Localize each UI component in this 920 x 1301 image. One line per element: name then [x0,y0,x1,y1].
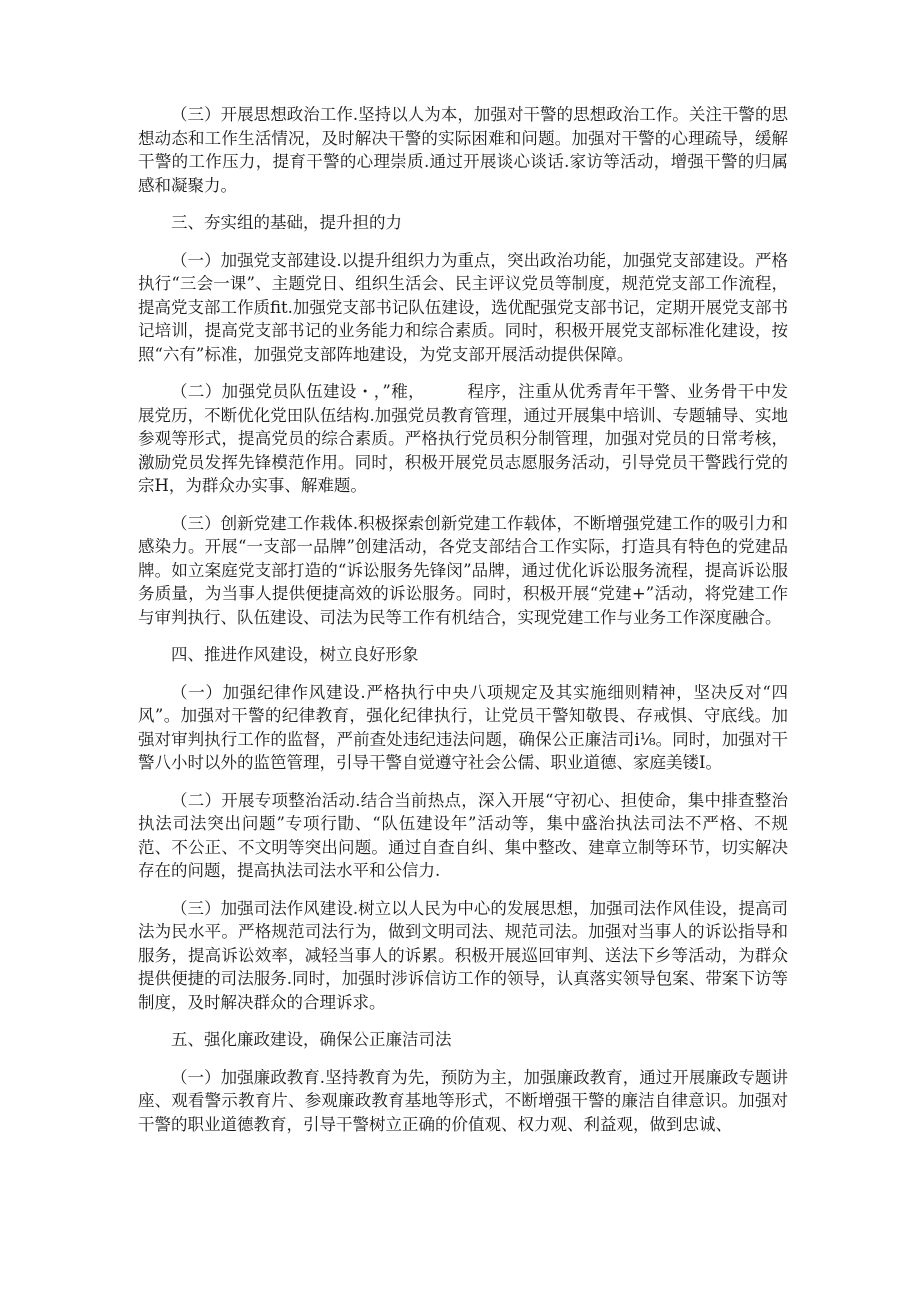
document-body [138,103,788,1150]
paragraph-5-1: （一）加强廉政教育.坚持教育为先，预防为主，加强廉政教育，通过开展廉政专题讲座、观看警示教育片、参观廉政教育基地等形式，不断增强干警的廉洁自律意识。加强对干警的职业道德教育，引导干警树立正确的价值观、权力观、利益观，做到忠诚、 [138,1067,788,1134]
paragraph-3-2: （二）加强党员队伍建设・，”稚， 程序，注重从优秀青年干警、业务骨干中发展党历，不断优化党田队伍结构.加强党员教育管理，通过开展集中培训、专题辅导、实地参观等形式，提高党员的综合素质。严格执行党员积分制管理，加强对党员的日常考核，激励党员发挥先锋模范作用。同时，积极开展党员志愿服务活动，引导党员干警践行党的宗H，为群众办实事、解难题。 [138,382,788,495]
section-heading-4: 四、推进作风建设，树立良好形象 [171,645,419,664]
paragraph-3-1: （一）加强党支部建设.以提升组织力为重点，突出政治功能，加强党支部建设。严格执行“三会一课”、主题党日、组织生活会、民主评议党员等制度，规范党支部工作流程，提高党支部工作质fit.加强党支部书记队伍建设，选优配强党支部书记，定期开展党支部书记培训，提高党支部书记的业务能力和综合素质。同时，积极开展党支部标准化建设，按照“六有”标准，加强党支部阵地建设，为党支部开展活动提供保障。 [138,250,788,364]
paragraph-4-2: （二）开展专项整治活动.结合当前热点，深入开展“守初心、担使命，集中排查整治执法司法突出问题”专项行勖、“队伍建设年”活动等，集中盛治执法司法不严格、不规范、不公正、不文明等突出问题。通过自查自纠、集中整改、建章立制等环节，切实解决存在的问题，提高执法司法水平和公信力. [138,790,788,880]
paragraph-4-3: （三）加强司法作风建设.树立以人民为中心的发展思想，加强司法作风佳设，提高司法为民水平。严格规范司法行为，做到文明司法、规范司法。加强对当事人的诉讼指导和服务，提高诉讼效率，减轻当事人的诉累。积极开展巡回审判、送法下乡等活动，为群众提供便捷的司法服务.同时，加强时涉诉信访工作的领导，认真落实领导包案、带案下访等制度，及时解决群众的合理诉求。 [138,898,788,1012]
paragraph-3-3: （三）创新党建工作栽体.积极探索创新党建工作载体，不断增强党建工作的吸引力和感染力。开展“一支部一品牌”创建活动，各党支部结合工作实际，打造具有特色的党建品牌。如立案庭党支部打造的“诉讼服务先锋闵”品牌，通过优化诉讼服务流程，提高诉讼服务质量，为当事人提供便捷高效的诉讼服务。同时，积极开展“党建+”活动，将党建工作与审判执行、队伍建设、司法为民等工作有机结合，实现党建工作与业务工作深度融合。 [138,513,788,627]
paragraph-4-1: （一）加强纪律作风建设.严格执行中央八项规定及其实施细则精神，坚决反对“四风”。加强对干警的纪律教育，强化纪律执行，让党员干警知敬畏、存戒惧、守底线。加强对审判执行工作的监督，严前查处违纪违法问题，确保公正廉洁司i⅛。同时，加强对干警八小时以外的监笆管理，引导干警自觉遵守社会公儒、职业道德、家庭美镂I。 [138,682,788,772]
section-heading-5: 五、强化廉政建设，确保公正廉洁司法 [171,1030,452,1049]
section-heading-3: 三、夯实组的基础，提升担的力 [171,213,402,232]
paragraph-2-3: （三）开展思想政治工作.坚持以人为本，加强对干警的思想政治工作。关注干警的思想动态和工作生活情况，及时解决干警的实际困难和问题。加强对干警的心理疏导，缓解干警的工作压力，提育干警的心理崇质.通过开展谈心谈话.家访等活动，增强干警的归属感和凝聚力。 [138,105,788,195]
